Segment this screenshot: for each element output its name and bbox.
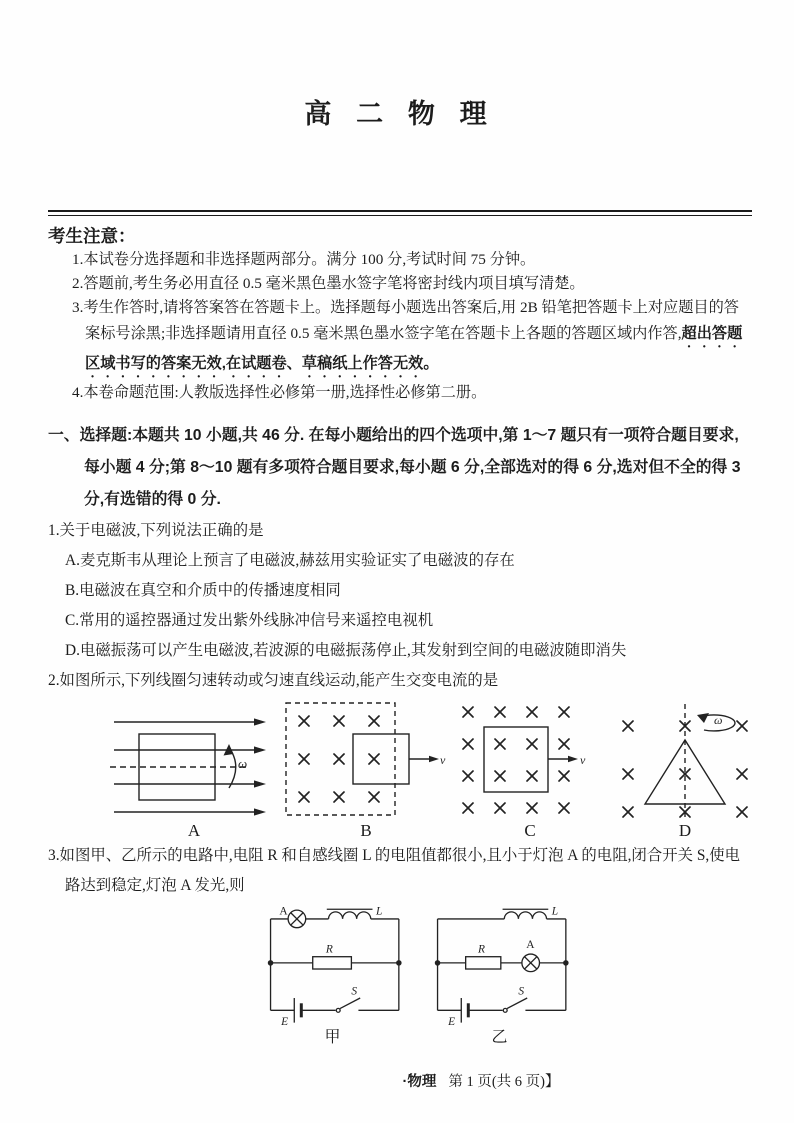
switch-icon	[336, 998, 360, 1012]
question-1-stem	[48, 516, 752, 546]
junction-dot	[564, 961, 568, 965]
circuit-jia-diagram	[260, 903, 405, 1028]
notice-item-4: 4.本卷命题范围:人教版选择性必修第一册,选择性必修第二册。	[72, 383, 487, 401]
velocity-label: v	[580, 753, 586, 767]
circuit-jia-label: 甲	[324, 1029, 341, 1046]
inductor-icon	[503, 909, 549, 919]
section-one-header: 一、选择题:本题共 10 小题,共 46 分. 在每小题给出的四个选项中,第 1～7 题只有一项符合题目要求,每小题 4 分;第 8～10 题有多项符合题目要求,每小题 6 分,全部选对的得 6 分,选对但不全的得 3 分,有选错的得 0 分.	[48, 427, 741, 508]
figure-c	[454, 698, 606, 841]
circuit-yi-diagram	[427, 903, 572, 1028]
inductor-label: L	[551, 905, 559, 918]
notice-item-3-prefix: 3.考生作答时,请将答案答在答题卡上。选择题每小题选出答案后,用 2B 铅笔把答题卡上对应题目的答案标号涂黑;非选择题请用直径 0.5 毫米黑色墨水签字笔在答题卡上各题的答题区域内作答,	[72, 299, 739, 342]
omega-label: ω	[714, 713, 723, 727]
figure-d-diagram	[610, 704, 760, 820]
field-cross-group	[463, 707, 569, 813]
battery-label: E	[281, 1016, 289, 1028]
resistor-icon	[313, 957, 352, 969]
notice-heading: 考生注意：	[48, 226, 136, 246]
junction-dot	[435, 961, 439, 965]
switch-label: S	[518, 985, 525, 998]
question-2-text: 如图所示,下列线圈匀速转动或匀速直线运动,能产生交变电流的是	[59, 672, 499, 689]
figure-c-diagram	[454, 698, 606, 820]
question-2-figures	[110, 698, 752, 841]
page-title: 高 二 物 理	[304, 99, 496, 129]
question-1-option-a: A.麦克斯韦从理论上预言了电磁波,赫兹用实验证实了电磁波的存在	[65, 552, 515, 569]
lamp-label: A	[526, 938, 535, 951]
figure-c-label: C	[524, 821, 536, 840]
figure-b-diagram	[282, 698, 450, 820]
footer-page-number: 第 1 页(共 6 页)】	[448, 1074, 560, 1090]
lamp-label: A	[279, 905, 288, 918]
omega-label: ω	[238, 756, 248, 771]
inductor-label: L	[376, 905, 383, 918]
circuit-yi-label: 乙	[491, 1029, 508, 1046]
resistor-label: R	[477, 943, 485, 956]
figure-d-label: D	[678, 821, 692, 840]
figure-a	[110, 712, 278, 841]
resistor-label: R	[325, 943, 333, 956]
figure-b	[282, 698, 450, 841]
header-double-rule	[48, 210, 752, 216]
notice-item-1: 1.本试卷分选择题和非选择题两部分。满分 100 分,考试时间 75 分钟。	[72, 251, 536, 268]
question-2	[48, 666, 752, 841]
rotation-arrow	[229, 749, 236, 788]
velocity-label: v	[440, 753, 446, 767]
question-2-number: 2.	[48, 672, 60, 689]
question-1	[48, 516, 752, 666]
question-1-text: 关于电磁波,下列说法正确的是	[59, 522, 264, 539]
battery-icon	[294, 998, 301, 1023]
lamp-icon	[288, 910, 306, 928]
figure-a-label: A	[187, 821, 201, 840]
inductor-icon	[327, 909, 373, 919]
footer-subject: ·物理	[402, 1074, 437, 1090]
junction-dot	[268, 961, 272, 965]
notice-list	[48, 248, 752, 404]
circuit-jia	[260, 903, 405, 1048]
switch-icon	[503, 998, 527, 1012]
switch-label: S	[351, 985, 358, 998]
battery-label: E	[448, 1016, 456, 1028]
circuit-yi	[427, 903, 572, 1048]
lamp-icon	[522, 954, 540, 972]
junction-dot	[397, 961, 401, 965]
field-cross-group	[299, 716, 379, 802]
question-1-option-b: B.电磁波在真空和介质中的传播速度相同	[65, 582, 341, 599]
battery-icon	[461, 998, 468, 1023]
question-3-stem	[48, 841, 752, 901]
page-footer	[84, 1070, 794, 1091]
question-1-option-d: D.电磁振荡可以产生电磁波,若波源的电磁振荡停止,其发射到空间的电磁波随即消失	[65, 642, 627, 659]
coil-loop	[353, 734, 409, 784]
question-1-number: 1.	[48, 522, 60, 539]
coil-loop	[484, 727, 548, 792]
question-3	[48, 841, 752, 1048]
figure-d	[610, 704, 760, 841]
question-2-stem	[48, 666, 752, 696]
figure-b-label: B	[360, 821, 372, 840]
question-3-text: 如图甲、乙所示的电路中,电阻 R 和自感线圈 L 的电阻值都很小,且小于灯泡 A 的电阻,闭合开关 S,使电路达到稳定,灯泡 A 发光,则	[59, 847, 741, 894]
figure-a-diagram	[110, 712, 278, 820]
resistor-icon	[466, 957, 501, 969]
question-1-option-c: C.常用的遥控器通过发出紫外线脉冲信号来遥控电视机	[65, 612, 434, 629]
question-3-number: 3.	[48, 847, 60, 864]
notice-item-3-emphasis: 超出答题区域书写的答案无效,在试题卷、草稿纸上作答无效。	[85, 324, 743, 372]
notice-item-3	[72, 295, 752, 381]
question-3-circuits	[260, 903, 752, 1048]
notice-item-2: 2.答题前,考生务必用直径 0.5 毫米黑色墨水签字笔将密封线内项目填写清楚。	[72, 274, 585, 292]
